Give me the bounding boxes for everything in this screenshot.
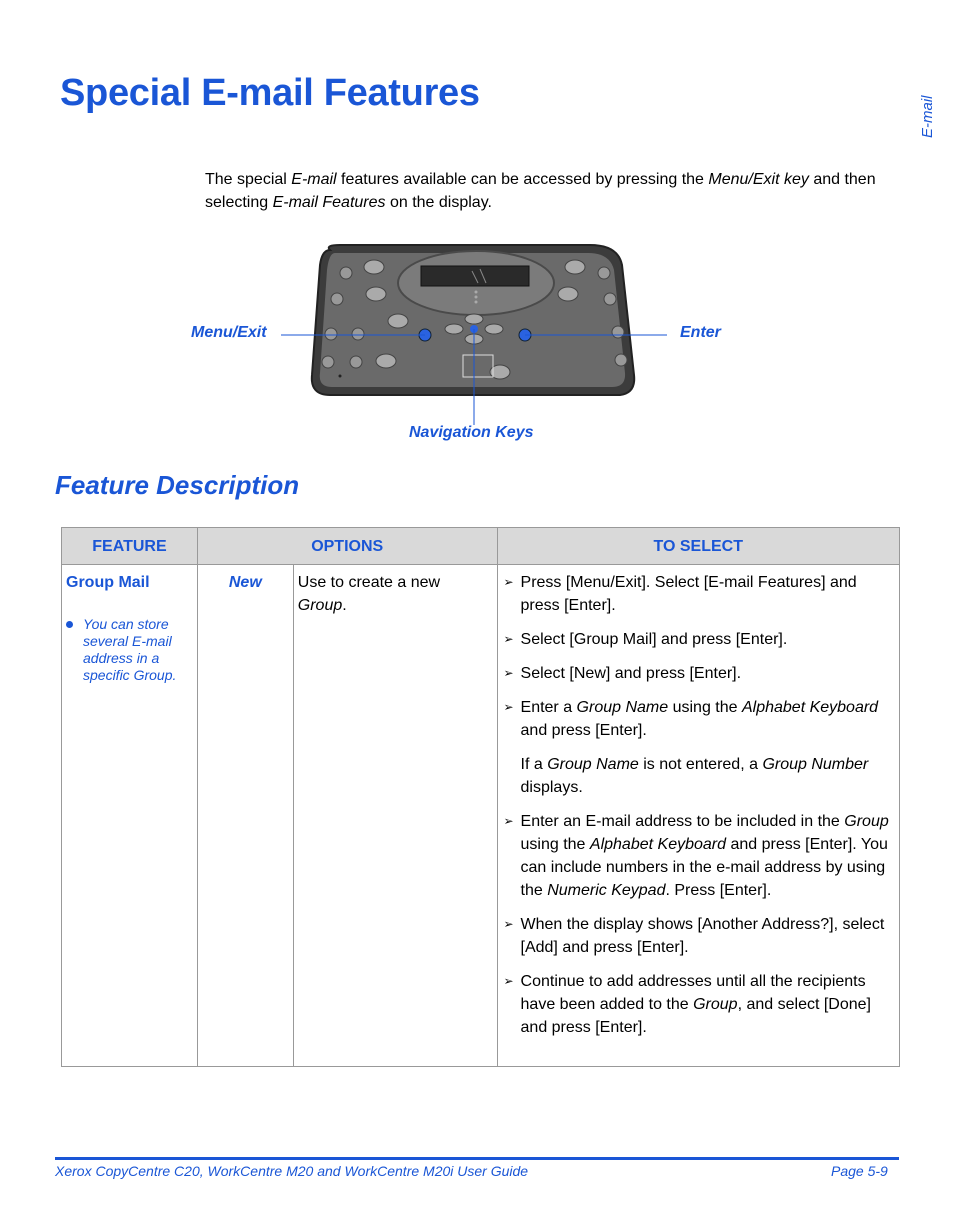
section-title: Feature Description [55, 470, 300, 500]
intro-text: on the display. [385, 194, 492, 211]
nav-left-key [445, 324, 463, 334]
intro-paragraph [205, 168, 895, 214]
enter-label: Enter [680, 324, 721, 341]
option-desc-emphasis: Group [297, 597, 343, 614]
option-name-cell [197, 565, 293, 1067]
feature-note [66, 616, 193, 684]
panel-button [565, 260, 585, 274]
footer-divider [55, 1157, 899, 1160]
nav-right-key [485, 324, 503, 334]
step-emphasis: Group Number [762, 756, 869, 773]
arrow-icon: ➢ [503, 666, 514, 680]
panel-button [340, 267, 352, 279]
header-options: OPTIONS [197, 528, 497, 565]
panel-button [376, 354, 396, 368]
step-emphasis: Group Name [576, 699, 669, 716]
intro-emphasis: E-mail Features [272, 194, 386, 211]
intro-text: features available can be accessed by pressing the [336, 171, 709, 188]
panel-button [352, 328, 364, 340]
step-text: and press [Enter]. [520, 722, 647, 739]
footer-title: Xerox CopyCentre C20, WorkCentre M20 and WorkCentre M20i User Guide [55, 1163, 529, 1179]
panel-button [598, 267, 610, 279]
step-emphasis: Alphabet Keyboard [741, 699, 879, 716]
arrow-icon: ➢ [503, 632, 514, 646]
menu-exit-label: Menu/Exit [191, 324, 267, 341]
arrow-icon: ➢ [503, 814, 514, 828]
step-text: Select [Group Mail] and press [Enter]. [520, 631, 788, 648]
step-text: . Press [Enter]. [665, 882, 772, 899]
panel-button [388, 314, 408, 328]
header-to-select: TO SELECT [497, 528, 899, 565]
option-desc-text: Use to create a new [297, 574, 441, 591]
steps-list [502, 571, 895, 1039]
list-item [502, 628, 895, 651]
step-text: If a [520, 756, 548, 773]
list-item [502, 810, 895, 902]
step-text: and press [Enter]. You can include numbers in the e-mail address by using the [520, 836, 888, 899]
nav-up-key [465, 314, 483, 324]
feature-note-text: You can store several E-mail address in a specific Group. [83, 616, 177, 683]
header-feature: FEATURE [62, 528, 198, 565]
panel-button [364, 260, 384, 274]
step-text: displays. [520, 779, 583, 796]
control-panel-diagram [180, 235, 740, 450]
step-text: , and select [Done] and press [Enter]. [520, 996, 871, 1036]
step-text: is not entered, a [638, 756, 763, 773]
intro-text: The special [205, 171, 292, 188]
intro-emphasis: E-mail [291, 171, 337, 188]
steps-cell [497, 565, 899, 1067]
panel-button [322, 356, 334, 368]
panel-button [350, 356, 362, 368]
intro-text: and then selecting [205, 171, 876, 211]
step-text: Press [Menu/Exit]. Select [E-mail Features] and press [Enter]. [520, 574, 857, 614]
feature-name: Group Mail [66, 574, 150, 591]
step-text: When the display shows [Another Address?], select [Add] and press [Enter]. [520, 916, 885, 956]
side-tab-label: E-mail [919, 95, 936, 138]
page-title: Special E-mail Features [60, 72, 480, 114]
feature-cell [62, 565, 198, 1067]
side-tab [905, 80, 945, 160]
list-item [502, 913, 895, 959]
step-emphasis: Group [693, 996, 738, 1013]
step-text: using the [668, 699, 742, 716]
step-text: Enter an E-mail address to be included in the [520, 813, 845, 830]
step-text: Select [New] and press [Enter]. [520, 665, 742, 682]
navigation-keys-label: Navigation Keys [409, 424, 534, 441]
list-item [502, 662, 895, 685]
panel-button [615, 354, 627, 366]
step-text: Enter a [520, 699, 577, 716]
step-emphasis: Group [844, 813, 889, 830]
arrow-icon: ➢ [503, 974, 514, 988]
bullet-icon [66, 621, 73, 628]
list-item [502, 571, 895, 617]
panel-button [325, 328, 337, 340]
list-item [502, 696, 895, 742]
panel-button [331, 293, 343, 305]
intro-emphasis: Menu/Exit key [708, 171, 809, 188]
step-emphasis: Alphabet Keyboard [589, 836, 727, 853]
step-text: Continue to add addresses until all the recipients have been added to the [520, 973, 866, 1013]
feature-table [61, 527, 900, 1067]
list-item [502, 970, 895, 1039]
panel-button [604, 293, 616, 305]
panel-button [366, 287, 386, 301]
page-number: Page 5-9 [831, 1163, 888, 1179]
panel-button [558, 287, 578, 301]
table-row [62, 565, 900, 1067]
control-panel-illustration [180, 235, 740, 450]
panel-button [612, 326, 624, 338]
arrow-icon: ➢ [503, 575, 514, 589]
list-item [502, 753, 895, 799]
option-desc-text: . [342, 597, 347, 614]
step-emphasis: Numeric Keypad [547, 882, 666, 899]
step-emphasis: Group Name [547, 756, 639, 773]
option-description [298, 571, 493, 617]
step-text: using the [520, 836, 590, 853]
option-name: New [228, 574, 262, 591]
table-header-row [62, 528, 900, 565]
arrow-icon: ➢ [503, 917, 514, 931]
option-desc-cell [293, 565, 497, 1067]
arrow-icon: ➢ [503, 700, 514, 714]
